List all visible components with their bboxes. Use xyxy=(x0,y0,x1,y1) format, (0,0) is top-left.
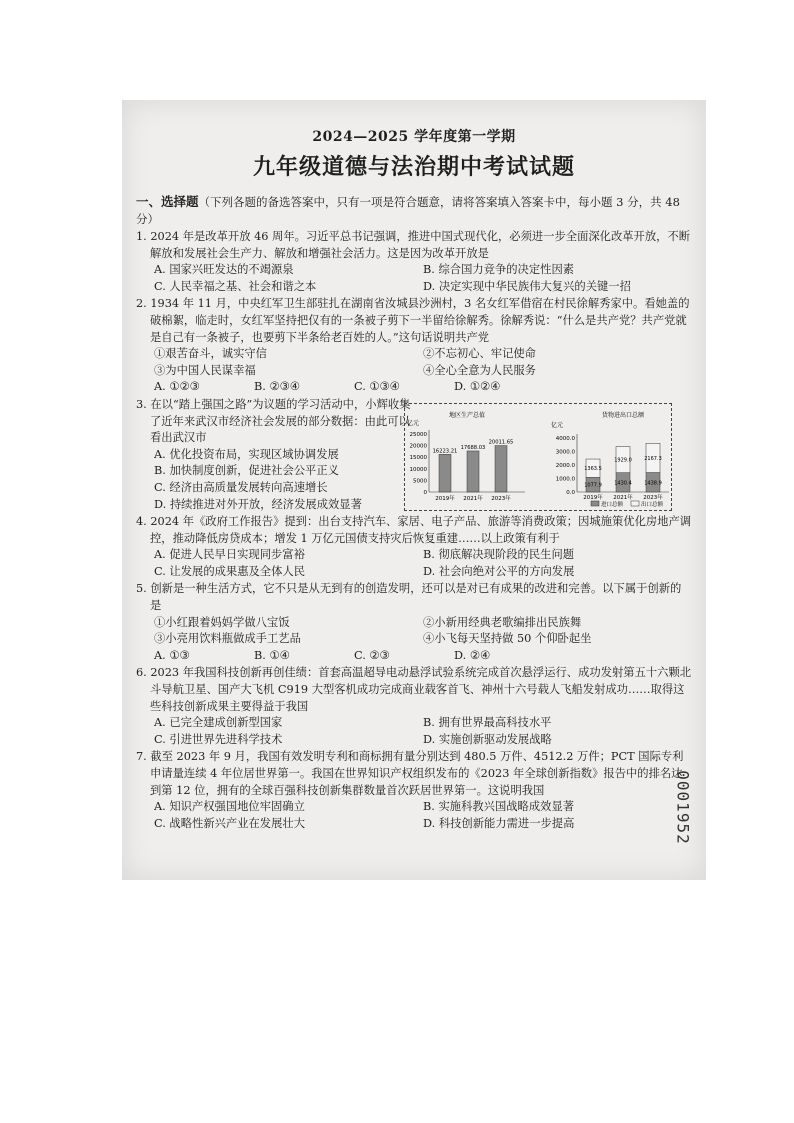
option-b: B. 加快制度创新，促进社会公平正义 xyxy=(154,464,339,478)
question-4 xyxy=(136,514,692,580)
option-a: A. 已完全建成创新型国家 xyxy=(154,716,283,730)
legend-import-swatch xyxy=(591,501,599,506)
option-d: D. 决定实现中华民族伟大复兴的关键一招 xyxy=(423,279,631,293)
options xyxy=(136,799,692,832)
option-d: D. 实施创新驱动发展战略 xyxy=(423,732,552,746)
option-c: C. 人民幸福之基、社会和谐之本 xyxy=(154,279,317,293)
chart2-ytick: 3000.0 xyxy=(555,449,575,456)
section-title: 一、选择题 xyxy=(136,194,199,209)
statement-2: ②小新用经典老歌编排出民族舞 xyxy=(423,615,582,629)
legend-export-swatch xyxy=(631,501,639,506)
charts-svg xyxy=(405,404,671,510)
statement-1: ①艰苦奋斗，诚实守信 xyxy=(154,347,267,361)
question-stem: 4. 2024 年《政府工作报告》提到：出台支持汽车、家居、电子产品、旅游等消费政策；因城施策优化房地产调控，推动降低房贷成本；增发 1 万亿元国债支持灾后恢复重建……以上政策有利于 xyxy=(136,515,692,545)
chart1-xtick: 2021年 xyxy=(463,495,483,502)
chart2-ytick: 0.0 xyxy=(566,489,575,496)
statements xyxy=(136,615,692,648)
question-stem: 3. 在以“踏上强国之路”为议题的学习活动中，小辉收集了近年来武汉市经济社会发展的部分数据：由此可以看出武汉市 xyxy=(136,397,411,445)
option-b: B. 彻底解决现阶段的民生问题 xyxy=(423,548,575,562)
option-c: C. 战略性新兴产业在发展壮大 xyxy=(154,816,305,830)
option-c: C. 引进世界先进科学技术 xyxy=(154,732,283,746)
chart1-bar xyxy=(467,451,479,492)
chart2-import-label: 1438.9 xyxy=(644,480,662,487)
chart1-ytick: 10000 xyxy=(409,466,427,473)
chart2-xtick: 2021年 xyxy=(613,494,633,501)
section-note: （下列各题的备选答案中，只有一项是符合题意，请将答案填入答案卡中，每小题 3 分，共 48 分） xyxy=(136,195,680,226)
paper-content xyxy=(136,126,692,832)
option-d: D. 持续推进对外开放，经济发展成效显著 xyxy=(154,497,362,511)
chart1-bar xyxy=(495,446,507,492)
options xyxy=(136,547,692,580)
options xyxy=(136,447,404,513)
option-a: A. ①②③ xyxy=(154,380,200,394)
exam-paper xyxy=(122,100,706,880)
statement-4: ④小飞每天坚持做 50 个仰卧起坐 xyxy=(423,632,592,646)
serial-number: 0001952 xyxy=(673,770,693,845)
chart2-xtick: 2019年 xyxy=(583,494,603,501)
chart1-ytick: 25000 xyxy=(409,431,427,438)
chart2-title: 货物进出口总额 xyxy=(601,411,645,419)
options xyxy=(136,648,554,665)
exam-title: 九年级道德与法治期中考试试题 xyxy=(252,154,575,180)
chart2-ytick: 1000.0 xyxy=(555,476,575,483)
chart1-ylabel: 亿元 xyxy=(407,419,420,427)
statement-3: ③为中国人民谋幸福 xyxy=(154,363,256,377)
option-b: B. 综合国力竞争的决定性因素 xyxy=(423,263,575,277)
option-c: C. 让发展的成果惠及全体人民 xyxy=(154,564,305,578)
question-stem: 5. 创新是一种生活方式，它不只是从无到有的创造发明，还可以是对已有成果的改进和完善。以下属于创新的是 xyxy=(136,582,682,613)
question-2 xyxy=(136,296,692,396)
chart1-xtick: 2023年 xyxy=(491,495,511,502)
question-stem: 1. 2024 年是改革开放 46 周年。习近平总书记强调，推进中国式现代化，必须进一步全面深化改革开放，不断解放和发展社会生产力、解放和增强社会活力。这是因为改革开放是 xyxy=(136,230,691,260)
chart2-import-label: 1077.9 xyxy=(584,482,602,489)
chart1-value-label: 20011.65 xyxy=(488,439,514,446)
options xyxy=(136,262,692,295)
option-b: B. ②③④ xyxy=(254,380,300,394)
option-a: A. 促进人民早日实现同步富裕 xyxy=(154,548,305,562)
chart1-value-label: 17688.03 xyxy=(460,444,486,451)
option-c: C. ②③ xyxy=(354,648,390,662)
chart1-ytick: 20000 xyxy=(409,443,427,450)
statements xyxy=(136,346,692,379)
section-heading xyxy=(136,193,692,228)
chart2-export-label: 2167.3 xyxy=(644,455,662,462)
statement-4: ④全心全意为人民服务 xyxy=(423,363,536,377)
chart1-bar xyxy=(439,454,451,492)
option-d: D. ②④ xyxy=(454,648,491,662)
option-d: D. ①②④ xyxy=(454,380,501,394)
chart1-ytick: 0 xyxy=(423,489,427,496)
chart2-xtick: 2023年 xyxy=(643,494,663,501)
option-b: B. ①④ xyxy=(254,648,290,662)
option-d: D. 社会向绝对公平的方向发展 xyxy=(423,564,575,578)
exam-term: 2024—2025 学年度第一学期 xyxy=(312,129,516,145)
option-a: A. 国家兴旺发达的不竭源泉 xyxy=(154,263,294,277)
option-b: B. 实施科教兴国战略成效显著 xyxy=(423,800,575,814)
chart1-ytick: 15000 xyxy=(409,455,427,462)
option-d: D. 科技创新能力需进一步提高 xyxy=(423,816,575,830)
chart2-ytick: 2000.0 xyxy=(555,462,575,469)
statement-2: ②不忘初心、牢记使命 xyxy=(423,347,536,361)
chart2-ytick: 4000.0 xyxy=(555,435,575,442)
option-c: C. ①③④ xyxy=(354,380,400,394)
question-stem: 7. 截至 2023 年 9 月，我国有效发明专利和商标拥有量分别达到 480.5 万件、4512.2 万件；PCT 国际专利申请量连续 4 年位居世界第一。我国在世界知识产权组织发布的《2023 年全球创新指数》报告中的排名达到第 12 位，拥有的全球百强科技创新集群数量首次跃居世界第一。这说明我国 xyxy=(136,750,684,797)
question-5 xyxy=(136,581,692,664)
option-a: A. ①③ xyxy=(154,648,190,662)
chart1-xtick: 2019年 xyxy=(435,495,455,502)
question-7 xyxy=(136,749,692,832)
chart2-ylabel: 亿元 xyxy=(551,421,564,429)
legend-import-label: 进口总额 xyxy=(601,501,624,508)
options xyxy=(136,715,692,748)
statement-3: ③小亮用饮料瓶做成手工艺品 xyxy=(154,632,301,646)
legend-export-label: 出口总额 xyxy=(641,501,664,508)
chart1-ytick: 5000 xyxy=(413,478,427,485)
chart1-value-label: 16223.21 xyxy=(432,448,458,455)
options xyxy=(136,379,554,396)
question-6 xyxy=(136,665,692,748)
option-c: C. 经济由高质量发展转向高速增长 xyxy=(154,480,328,494)
chart2-export-label: 1929.0 xyxy=(614,457,632,464)
question-stem: 2. 1934 年 11 月，中央红军卫生部驻扎在湖南省汝城县沙洲村，3 名女红军借宿在村民徐解秀家中。看她盖的破棉絮，临走时，女红军坚持把仅有的一条被子剪下一半留给徐解秀。徐解秀说：“什么是共产党？共产党就是自己有一条被子，也要剪下半条给老百姓的人。”这句话说明共产党 xyxy=(136,297,690,344)
question-3 xyxy=(136,397,692,513)
question-1 xyxy=(136,229,692,295)
option-a: A. 知识产权强国地位牢固确立 xyxy=(154,800,305,814)
statement-1: ①小红跟着妈妈学做八宝饭 xyxy=(154,615,290,629)
data-figure xyxy=(404,403,672,511)
question-stem: 6. 2023 年我国科技创新再创佳绩：首套高温超导电动悬浮试验系统完成首次悬浮运行、成功发射第五十六颗北斗导航卫星、国产大飞机 C919 大型客机成功完成商业载客首飞、神州十六号载人飞船发射成功……取得这些科技创新成果主要得益于我国 xyxy=(136,666,692,713)
chart2-import-label: 1430.4 xyxy=(614,480,632,487)
option-b: B. 拥有世界最高科技水平 xyxy=(423,716,552,730)
option-a: A. 优化投资布局，实现区域协调发展 xyxy=(154,447,339,461)
chart1-title: 地区生产总值 xyxy=(448,411,486,419)
chart2-export-label: 1363.5 xyxy=(584,466,602,473)
